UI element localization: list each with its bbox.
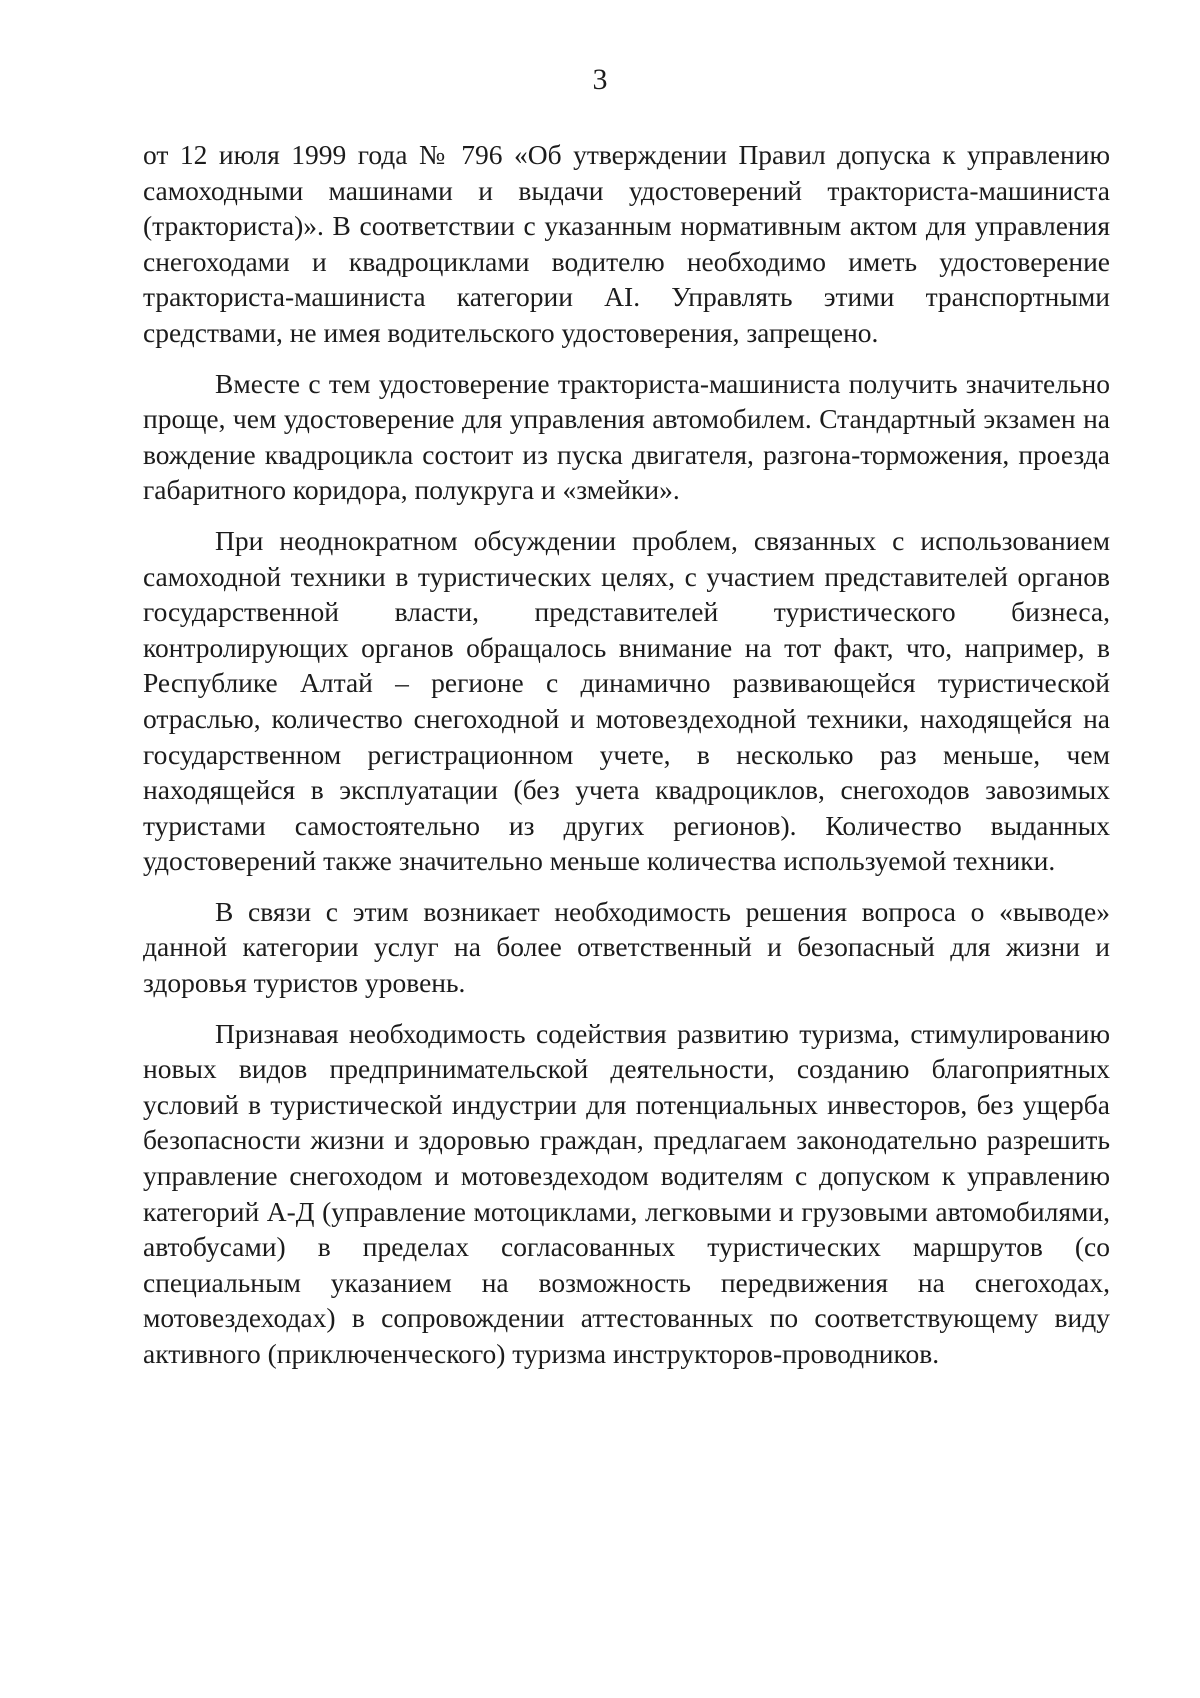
paragraph-continuation: от 12 июля 1999 года № 796 «Об утверждении Правил допуска к управлению самоходными машинами и выдачи удостоверений тракториста-машиниста (тракториста)». В соответствии с указанным нормативным актом для управления снегоходами и квадроциклами водителю необходимо иметь удостоверение тракториста-машиниста категории AI. Управлять этими транспортными средствами, не имея водительского удостоверения, запрещено.	[143, 139, 1110, 348]
document-body	[143, 137, 1110, 1387]
page-number: 3	[592, 63, 608, 96]
paragraph-service-level: В связи с этим возникает необходимость решения вопроса о «выводе» данной категории услуг на более ответственный и безопасный для жизни и здоровья туристов уровень.	[143, 895, 1110, 999]
paragraph-altai-registration: При неоднократном обсуждении проблем, связанных с использованием самоходной техники в туристических целях, с участием представителей органов государственной власти, представителей туристического бизнеса, контролирующих органов обращалось внимание на тот факт, что, например, в Республике Алтай – регионе с динамично развивающейся туристической отраслью, количество снегоходной и мотовездеходной техники, находящейся на государственном регистрационном учете, в несколько раз меньше, чем находящейся в эксплуатации (без учета квадроциклов, снегоходов завозимых туристами самостоятельно из других регионов). Количество выданных удостоверений также значительно меньше количества используемой техники.	[143, 524, 1110, 877]
paragraph-certificate-exam: Вместе с тем удостоверение тракториста-машиниста получить значительно проще, чем удостоверение для управления автомобилем. Стандартный экзамен на вождение квадроцикла состоит из пуска двигателя, разгона-торможения, проезда габаритного коридора, полукруга и «змейки».	[143, 367, 1110, 506]
paragraph-proposal: Признавая необходимость содействия развитию туризма, стимулированию новых видов предпринимательской деятельности, созданию благоприятных условий в туристической индустрии для потенциальных инвесторов, без ущерба безопасности жизни и здоровью граждан, предлагаем законодательно разрешить управление снегоходом и мотовездеходом водителям с допуском к управлению категорий А-Д (управление мотоциклами, легковыми и грузовыми автомобилями, автобусами) в пределах согласованных туристических маршрутов (со специальным указанием на возможность передвижения на снегоходах, мотовездеходах) в сопровождении аттестованных по соответствующему виду активного (приключенческого) туризма инструкторов-проводников.	[143, 1017, 1110, 1369]
